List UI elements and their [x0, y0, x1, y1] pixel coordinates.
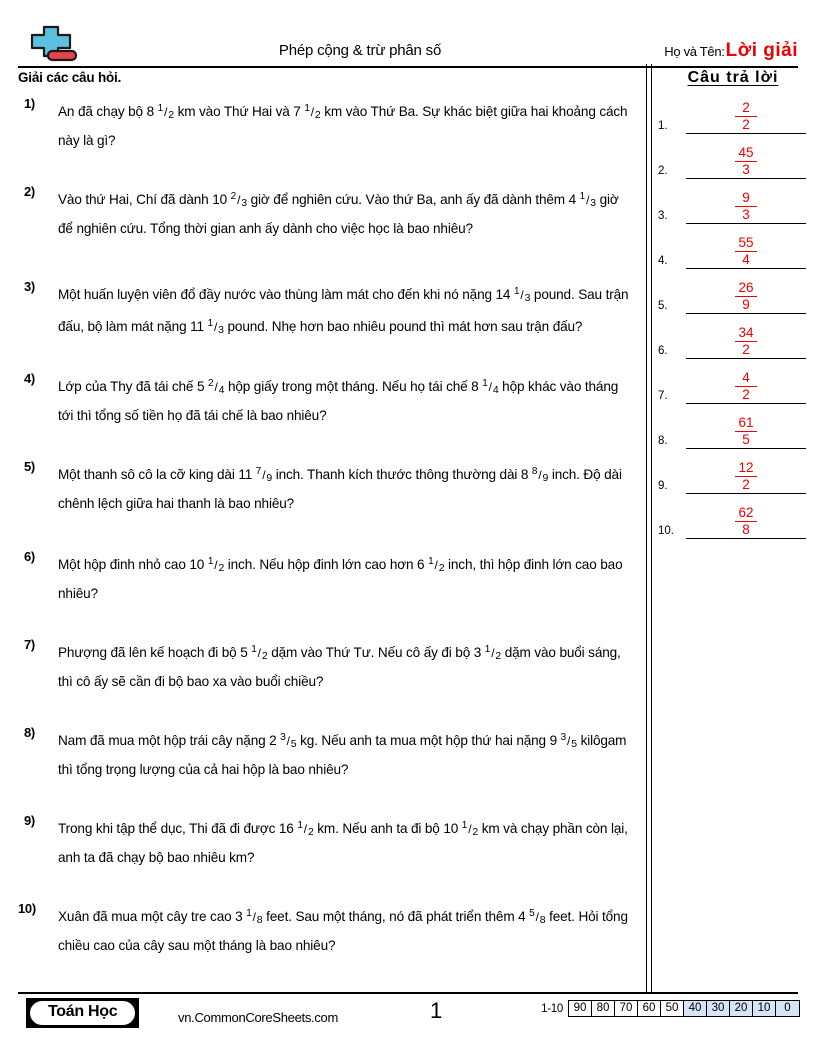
question-text: Một huấn luyện viên đổ đầy nước vào thùng làm mát cho đến khi nó nặng 14 $^1$/3 pound. Sau trận đấu, bộ làm mát nặng 11 $^1$/3 pound. Nhẹ hơn bao nhiêu pound thì mát hơn sau trận đấu?: [58, 286, 629, 336]
question-item: [18, 901, 636, 989]
fraction: $^3$/5: [280, 732, 297, 750]
score-cell[interactable]: 50: [661, 1001, 684, 1016]
question-item: [18, 813, 636, 901]
question-number: 9): [24, 813, 35, 828]
student-name-label: Họ và Tên:: [664, 44, 725, 59]
question-text: Vào thứ Hai, Chí đã dành 10 $^2$/3 giờ để nghiên cứu. Vào thứ Ba, anh ấy đã dành thêm 4 $^1$/3 giờ để nghiên cứu. Tổng thời gian anh ấy dành cho việc học là bao nhiêu?: [58, 191, 619, 236]
question-text: Nam đã mua một hộp trái cây nặng 2 $^3$/5 kg. Nếu anh ta mua một hộp thứ hai nặng 9 $^3$/5 kilôgam thì tổng trọng lượng của cả hai hộp là bao nhiêu?: [58, 732, 627, 777]
answer-row: [658, 179, 808, 224]
question-item: [18, 279, 636, 371]
score-range-label: 1-10: [541, 1002, 563, 1015]
answer-index: 3.: [658, 210, 668, 222]
question-number: 7): [24, 637, 35, 652]
student-name-value: Lời giải: [725, 40, 798, 61]
score-cells: [568, 1000, 800, 1017]
answer-numerator: 34: [735, 326, 757, 342]
answer-value: [686, 101, 806, 131]
score-cell[interactable]: 20: [730, 1001, 753, 1016]
question-number: 6): [24, 549, 35, 564]
score-cell[interactable]: 10: [753, 1001, 776, 1016]
question-number: 2): [24, 184, 35, 199]
answer-index: 9.: [658, 480, 668, 492]
site-url: vn.CommonCoreSheets.com: [178, 1010, 338, 1025]
answer-index: 2.: [658, 165, 668, 177]
answer-index: 6.: [658, 345, 668, 357]
answer-row: [658, 134, 808, 179]
answer-numerator: 12: [735, 461, 757, 477]
fraction: $^1$/2: [484, 644, 502, 662]
fraction: $^1$/2: [428, 556, 445, 574]
instructions-text: Giải các câu hỏi.: [18, 70, 122, 85]
answer-value: [686, 191, 806, 221]
answer-row: [658, 314, 808, 359]
fraction: $^1$/8: [246, 908, 263, 926]
answer-numerator: 62: [735, 506, 757, 522]
answer-denominator: 8: [742, 521, 750, 537]
score-scale: [541, 1000, 800, 1017]
answer-denominator: 2: [742, 116, 750, 132]
brand-badge: [26, 998, 139, 1028]
score-cell[interactable]: 70: [615, 1001, 638, 1016]
question-item: [18, 725, 636, 813]
question-number: 4): [24, 371, 35, 386]
answer-row: [658, 89, 808, 134]
plus-minus-logo-icon: [18, 25, 80, 67]
question-number: 1): [24, 96, 35, 111]
answer-numerator: 9: [735, 191, 757, 207]
answer-numerator: 26: [735, 281, 757, 297]
answer-row: [658, 449, 808, 494]
fraction: $^8$/9: [531, 466, 549, 484]
answer-key-title: Câu trả lời: [687, 69, 779, 86]
answer-row: [658, 269, 808, 314]
question-number: 8): [24, 725, 35, 740]
answer-row: [658, 404, 808, 449]
fraction: $^2$/3: [230, 191, 247, 209]
answer-value: [686, 416, 806, 446]
answer-index: 1.: [658, 120, 668, 132]
answer-value: [686, 146, 806, 176]
question-text: An đã chạy bộ 8 $^1$/2 km vào Thứ Hai và 7 $^1$/2 km vào Thứ Ba. Sự khác biệt giữa hai khoảng cách này là gì?: [58, 103, 628, 148]
score-cell[interactable]: 40: [684, 1001, 707, 1016]
answer-numerator: 4: [735, 371, 757, 387]
score-cell[interactable]: 80: [592, 1001, 615, 1016]
answer-denominator: 5: [742, 431, 750, 447]
worksheet-title: Phép cộng & trừ phân số: [278, 42, 442, 59]
fraction: $^1$/2: [157, 103, 174, 121]
fraction: $^2$/4: [208, 378, 225, 396]
fraction: $^1$/3: [513, 286, 531, 304]
answer-index: 5.: [658, 300, 668, 312]
question-text: Trong khi tập thể dục, Thi đã đi được 16 $^1$/2 km. Nếu anh ta đi bộ 10 $^1$/2 km và chạy phần còn lại, anh ta đã chạy bộ bao nhiêu km?: [58, 820, 628, 865]
answer-value: [686, 326, 806, 356]
answer-numerator: 45: [735, 146, 757, 162]
answer-denominator: 3: [742, 206, 750, 222]
question-number: 10): [18, 901, 36, 916]
answer-row: [658, 224, 808, 269]
question-item: [18, 184, 636, 279]
answer-numerator: 55: [735, 236, 757, 252]
fraction: $^1$/2: [304, 103, 321, 121]
answer-denominator: 2: [742, 341, 750, 357]
answer-index: 10.: [658, 525, 674, 537]
fraction: $^1$/2: [251, 644, 268, 662]
answer-numerator: 61: [735, 416, 757, 432]
score-cell[interactable]: 60: [638, 1001, 661, 1016]
fraction: $^1$/2: [461, 820, 479, 838]
score-cell[interactable]: 0: [776, 1001, 799, 1016]
answer-index: 7.: [658, 390, 668, 402]
fraction: $^1$/3: [579, 191, 596, 209]
answer-rows: [658, 89, 808, 539]
question-number: 5): [24, 459, 35, 474]
fraction: $^1$/2: [297, 820, 314, 838]
brand-badge-label: Toán Học: [30, 1001, 135, 1025]
fraction: $^7$/9: [255, 466, 273, 484]
question-number: 3): [24, 279, 35, 294]
footer-divider-rule: [18, 992, 798, 994]
question-item: [18, 637, 636, 725]
answer-denominator: 2: [742, 476, 750, 492]
answer-row: [658, 494, 808, 539]
page-number: 1: [430, 998, 443, 1023]
question-text: Một thanh sô cô la cỡ king dài 11 $^7$/9 inch. Thanh kích thước thông thường dài 8 $^8$/9 inch. Độ dài chênh lệch giữa hai thanh là bao nhiêu?: [58, 466, 622, 511]
answer-denominator: 2: [742, 386, 750, 402]
question-item: [18, 459, 636, 549]
answer-index: 4.: [658, 255, 668, 267]
question-text: Lớp của Thy đã tái chế 5 $^2$/4 hộp giấy trong một tháng. Nếu họ tái chế 8 $^1$/4 hộp khác vào tháng tới thì tổng số tiền họ đã tái chế là bao nhiêu?: [58, 378, 619, 423]
answer-denominator: 9: [742, 296, 750, 312]
question-item: [18, 549, 636, 637]
score-cell[interactable]: 30: [707, 1001, 730, 1016]
answer-value: [686, 371, 806, 401]
answer-denominator: 3: [742, 161, 750, 177]
fraction: $^1$/4: [482, 378, 499, 396]
answer-denominator: 4: [742, 251, 750, 267]
answer-index: 8.: [658, 435, 668, 447]
question-item: [18, 96, 636, 184]
answer-value: [686, 236, 806, 266]
question-text: Xuân đã mua một cây tre cao 3 $^1$/8 feet. Sau một tháng, nó đã phát triển thêm 4 $^5$/8 feet. Hỏi tổng chiều cao của cây sau một tháng là bao nhiêu?: [58, 908, 628, 953]
answer-value: [686, 461, 806, 491]
answer-blank-line[interactable]: [686, 538, 806, 539]
question-text: Phượng đã lên kế hoạch đi bộ 5 $^1$/2 dặm vào Thứ Tư. Nếu cô ấy đi bộ 3 $^1$/2 dặm vào buổi sáng, thì cô ấy sẽ cần đi bộ bao xa vào buổi chiều?: [58, 644, 621, 689]
answer-numerator: 2: [735, 101, 757, 117]
page-header: [0, 0, 816, 68]
answer-row: [658, 359, 808, 404]
answer-value: [686, 506, 806, 536]
answer-key-column: [658, 66, 808, 539]
fraction: $^1$/2: [207, 556, 225, 574]
answer-value: [686, 281, 806, 311]
fraction: $^5$/8: [529, 908, 546, 926]
question-text: Một hộp đinh nhỏ cao 10 $^1$/2 inch. Nếu hộp đinh lớn cao hơn 6 $^1$/2 inch, thì hộp đinh lớn cao bao nhiêu?: [58, 556, 623, 601]
fraction: $^3$/5: [560, 732, 577, 750]
question-item: [18, 371, 636, 459]
score-cell[interactable]: 90: [569, 1001, 592, 1016]
student-name-block: [664, 40, 798, 62]
questions-list: [18, 96, 636, 989]
column-divider: [645, 64, 653, 994]
fraction: $^1$/3: [207, 318, 224, 336]
